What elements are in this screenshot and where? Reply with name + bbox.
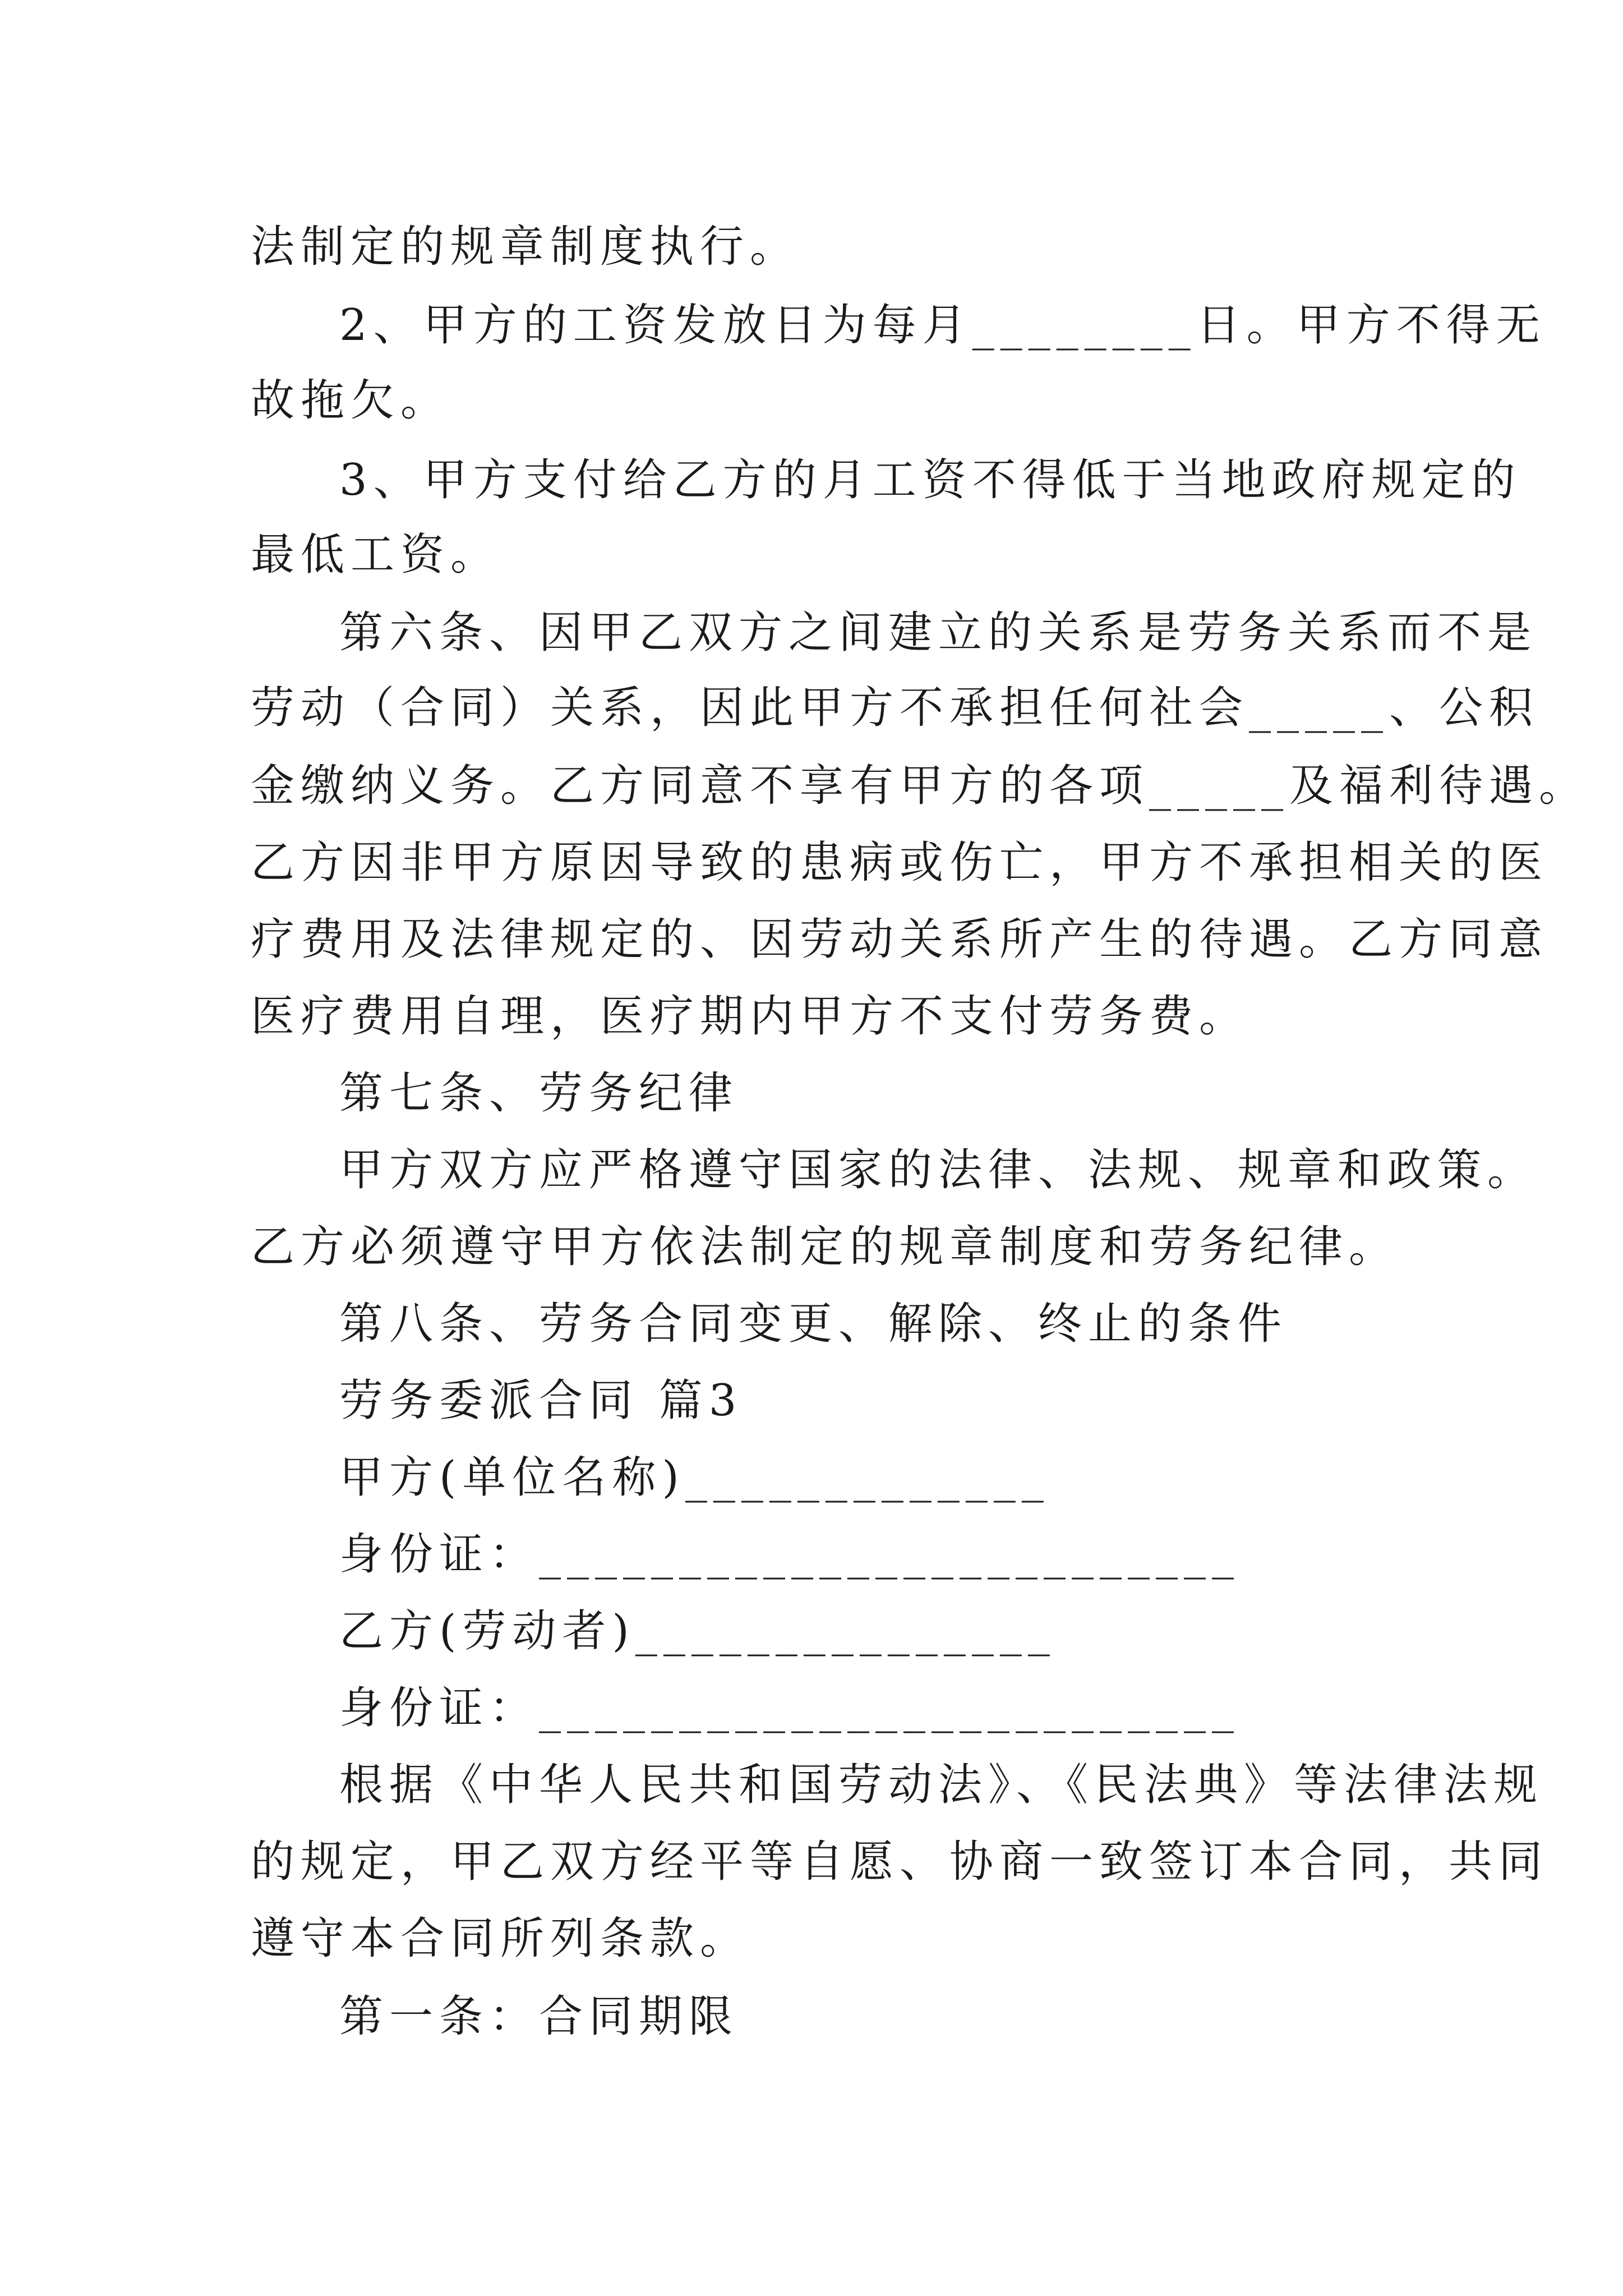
paragraph-line-1: 法制定的规章制度执行。 xyxy=(251,222,800,272)
article-7-heading: 第七条、劳务纪律 xyxy=(339,1068,739,1119)
paragraph-line-8: 金缴纳义务。乙方同意不享有甲方的各项_____及福利待遇。 xyxy=(251,761,1589,811)
party-b-id-field: 身份证：_________________________ xyxy=(339,1683,1241,1733)
contract-title: 劳务委派合同 篇3 xyxy=(339,1375,743,1426)
article-1-heading: 第一条：合同期限 xyxy=(339,1991,739,2042)
paragraph-line-7: 劳动（合同）关系，因此甲方不承担任何社会_____、公积 xyxy=(251,683,1539,733)
paragraph-line-3: 故拖欠。 xyxy=(251,375,451,426)
paragraph-line-21: 根据《中华人民共和国劳动法》、《民法典》等法律法规 xyxy=(339,1760,1544,1810)
party-a-field: 甲方(单位名称)_____________ xyxy=(339,1452,1050,1503)
paragraph-line-22: 的规定，甲乙双方经平等自愿、协商一致签订本合同，共同 xyxy=(251,1837,1549,1887)
paragraph-line-2: 2、甲方的工资发放日为每月________日。甲方不得无 xyxy=(339,300,1546,351)
paragraph-line-13: 甲方双方应严格遵守国家的法律、法规、规章和政策。 xyxy=(339,1145,1538,1195)
paragraph-line-9: 乙方因非甲方原因导致的患病或伤亡，甲方不承担相关的医 xyxy=(251,838,1549,888)
paragraph-line-6: 第六条、因甲乙双方之间建立的关系是劳务关系而不是 xyxy=(339,608,1538,658)
paragraph-line-14: 乙方必须遵守甲方依法制定的规章制度和劳务纪律。 xyxy=(251,1222,1399,1272)
article-8-heading: 第八条、劳务合同变更、解除、终止的条件 xyxy=(339,1299,1288,1349)
party-b-field: 乙方(劳动者)_______________ xyxy=(339,1606,1056,1657)
party-a-id-field: 身份证：_________________________ xyxy=(339,1529,1241,1580)
paragraph-line-5: 最低工资。 xyxy=(251,530,501,580)
paragraph-line-23: 遵守本合同所列条款。 xyxy=(251,1913,750,1964)
paragraph-line-4: 3、甲方支付给乙方的月工资不得低于当地政府规定的 xyxy=(339,455,1521,505)
paragraph-line-11: 医疗费用自理，医疗期内甲方不支付劳务费。 xyxy=(251,991,1249,1042)
paragraph-line-10: 疗费用及法律规定的、因劳动关系所产生的待遇。乙方同意 xyxy=(251,914,1549,965)
